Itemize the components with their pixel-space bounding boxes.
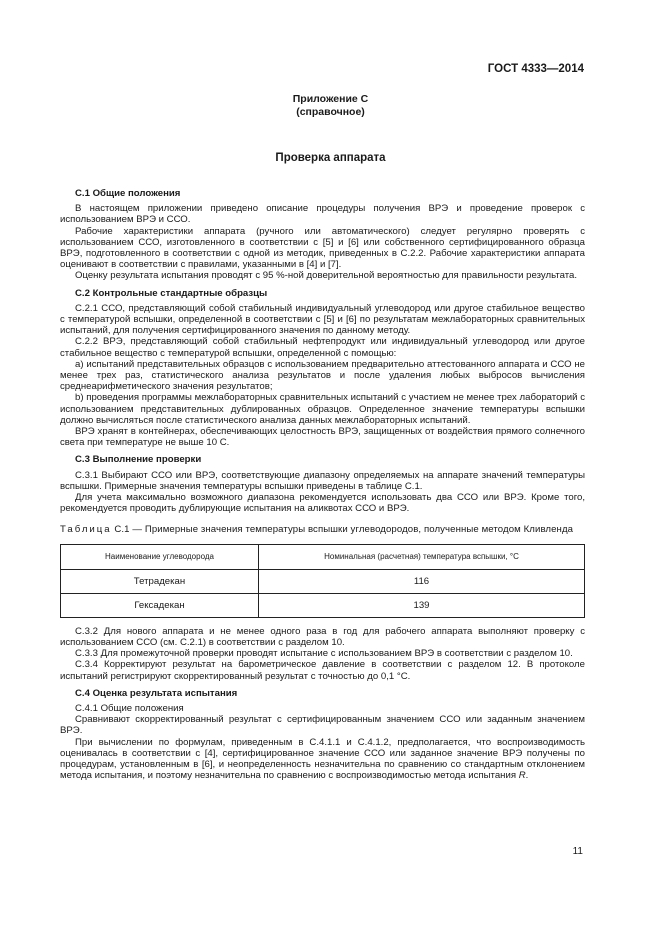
- reproducibility-symbol: R: [518, 770, 526, 782]
- table-cell-name: Тетрадекан: [61, 569, 259, 593]
- paragraph: С.3.2 Для нового аппарата и не менее одного раза в год для рабочего аппарата выполняют проверку с использованием ССО (см. С.2.1) в соответствии с разделом 10.: [60, 625, 585, 648]
- paragraph: а) испытаний представительных образцов с использованием предварительно аттестованного аппарата и ССО не менее трех раз, статистического анализа результатов и после удаления любых выбросов вычисления среднеарифметического значения результатов;: [60, 358, 585, 393]
- table-cell-name: Гексадекан: [61, 593, 259, 617]
- table-cell-value: 116: [259, 569, 585, 593]
- paragraph-text: При вычислении по формулам, приведенным в С.4.1.1 и С.4.1.2, предполагается, что воспроизводимость оценивалась в соответствии с [4], сертифицированное значение ССО или заданное значение ВРЭ получены по процедурам, установленным в [6], и неопределенность незначительна по сравнению со стандартным отклонением метода испытания, и поэтому незначительна по сравнению с воспроизводимостью метода испытания: [60, 736, 585, 782]
- document-body: [60, 184, 585, 781]
- flash-point-table: [60, 544, 585, 618]
- paragraph: [60, 737, 585, 782]
- document-title: Проверка аппарата: [275, 152, 386, 164]
- paragraph: С.2.1 ССО, представляющий собой стабильный индивидуальный углеводород или другое стабильное вещество с температурой вспышки, определенной в соответствии с [5] и [6] по результатам межлабораторных сравнительных испытаний, для получения сертифицированного значения по данному методу.: [60, 302, 585, 337]
- paragraph: ВРЭ хранят в контейнерах, обеспечивающих целостность ВРЭ, защищенных от воздействия прямого солнечного света при температуре не выше 10 С.: [60, 426, 585, 449]
- section-c3-heading: С.3 Выполнение проверки: [75, 454, 202, 466]
- paragraph: Рабочие характеристики аппарата (ручного или автоматического) следует регулярно проверять с использованием ССО, изготовленного в соответствии с [5] и [6] или собственного сертифицированного образца ВРЭ, подготовленного в соответствии с одной из методик, приведенных в С.2.2. Рабочие характеристики аппарата оценивают в соответствии с правилами, указанными в [4] и [7].: [60, 225, 585, 271]
- annex-subtitle: (справочное): [296, 106, 365, 118]
- annex-title: Приложение С: [292, 93, 369, 105]
- paragraph: Для учета максимально возможного диапазона рекомендуется использовать два ССО или ВРЭ. Кроме того, рекомендуется проводить дублирующие испытания на аликвотах ССО и ВРЭ.: [60, 492, 585, 515]
- paragraph: С.2.2 ВРЭ, представляющий собой стабильный нефтепродукт или индивидуальный углеводород или другое стабильное вещество с температурой вспышки, определенной с помощью:: [60, 336, 585, 359]
- table-header-name: Наименование углеводорода: [61, 544, 259, 569]
- paragraph: С.3.3 Для промежуточной проверки проводят испытание с использованием ВРЭ в соответствии с разделом 10.: [75, 648, 573, 660]
- standard-header: ГОСТ 4333—2014: [487, 63, 584, 75]
- table-caption-text: С.1 — Примерные значения температуры вспышки углеводородов, полученные методом Кливленда: [114, 524, 574, 536]
- paragraph: С.3.4 Корректируют результат на барометрическое давление в соответствии с разделом 12. В протоколе испытаний регистрируют скорректированный результат с точностью до 0,1 °С.: [60, 659, 585, 682]
- section-c2-heading: С.2 Контрольные стандартные образцы: [75, 287, 268, 299]
- paragraph: b) проведения программы межлабораторных сравнительных испытаний с участием не менее трех лабораторий с использованием представительных дублированных образцов. Определенное значение температуры вспышки должно вычисляться после статистического анализа данных межлабораторных испытаний.: [60, 392, 585, 426]
- subsection-heading: С.4.1 Общие положения: [75, 702, 184, 714]
- table-caption-lead: Таблица: [60, 524, 112, 536]
- table-header-value: Номинальная (расчетная) температура вспышки, °С: [259, 544, 585, 569]
- paragraph: Сравнивают скорректированный результат с сертифицированным значением ССО или заданным значением ВРЭ.: [60, 714, 585, 737]
- table-header-row: [61, 544, 585, 569]
- table-row: [61, 569, 585, 593]
- table-row: [61, 593, 585, 617]
- table-caption: [60, 524, 585, 535]
- page-number: 11: [572, 846, 583, 857]
- paragraph-end: .: [525, 770, 529, 782]
- paragraph: Оценку результата испытания проводят с 95 %-ной доверительной вероятностью для правильности результата.: [75, 270, 578, 282]
- table-cell-value: 139: [259, 593, 585, 617]
- paragraph: В настоящем приложении приведено описание процедуры получения ВРЭ и проведение проверок с использованием ВРЭ и ССО.: [60, 203, 585, 226]
- section-c4-heading: С.4 Оценка результата испытания: [75, 687, 238, 699]
- section-c1-heading: С.1 Общие положения: [75, 188, 181, 199]
- paragraph: С.3.1 Выбирают ССО или ВРЭ, соответствующие диапазону определяемых на аппарате значений температуры вспышки. Примерные значения температуры вспышки приведены в таблице С.1.: [60, 469, 585, 492]
